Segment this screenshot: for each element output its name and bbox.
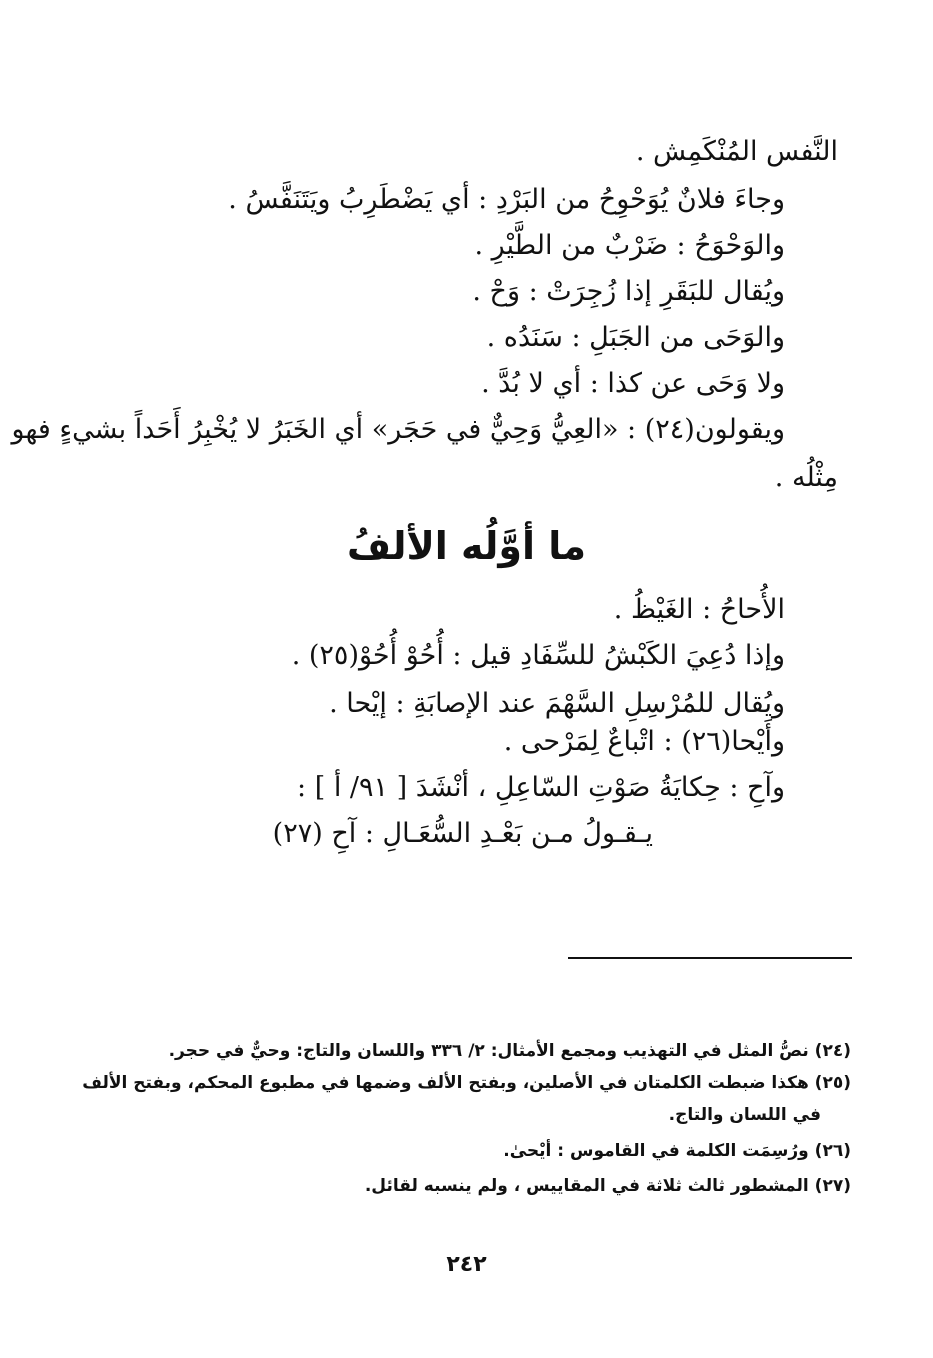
section-line: الأُحاحُ : الغَيْظُ . xyxy=(613,594,785,625)
body-line: وجاءَ فلانٌ يُوَحْوِحُ من البَرْدِ : أي يَضْطَرِبُ ويَتَنَفَّسُ . xyxy=(228,184,785,215)
footnote: (٢٦) ورُسِمَت الكلمة في القاموس : أيْحىٰ. xyxy=(503,1141,851,1161)
footnote-continuation: في اللسان والتاج. xyxy=(668,1105,821,1125)
body-line: مِثْلُه . xyxy=(774,462,838,493)
footnote: (٢٤) نصُّ المثل في التهذيب ومجمع الأمثال: ٢/ ٣٣٦ واللسان والتاج: وحيٌّ في حجر. xyxy=(168,1041,851,1061)
page-number: ٢٤٢ xyxy=(446,1252,487,1277)
body-line: والوَحَى من الجَبَلِ : سَنَدُه . xyxy=(486,322,785,353)
section-heading: ما أوَّلُه الألفُ xyxy=(346,524,587,568)
body-line: والوَحْوَحُ : ضَرْبٌ من الطَّيْرِ . xyxy=(474,230,785,261)
body-line: ويقولون(٢٤) : «العِيُّ وَحِيٌّ في حَجَر» أي الخَبَرُ لا يُخْبِرُ أَحَداً بشيءٍ فهو xyxy=(11,414,785,445)
body-line: النَّفس المُنْكَمِش . xyxy=(635,136,838,167)
section-line: ويُقال للمُرْسِلِ السَّهْمَ عند الإصابَةِ : إيْحا . xyxy=(329,688,785,719)
section-line: وإذا دُعِيَ الكَبْشُ للسِّفَادِ قيل : أُحُوْ أُحُوْ(٢٥) . xyxy=(291,640,785,671)
body-line: ويُقال للبَقَرِ إذا زُجِرَتْ : وَحْ . xyxy=(472,276,785,307)
footnote: (٢٧) المشطور ثالث ثلاثة في المقاييس ، ولم ينسبه لقائل. xyxy=(364,1176,851,1196)
section-line: وأَيْحا(٢٦) : اتْباعٌ لِمَرْحى . xyxy=(503,726,785,757)
section-line: وآحِ : حِكايَةُ صَوْتِ السّاعِلِ ، أنْشَدَ [ ٩١/ أ ] : xyxy=(297,772,785,803)
footnote-divider xyxy=(568,957,852,959)
body-line: ولا وَحَى عن كذا : أي لا بُدَّ . xyxy=(481,368,785,399)
verse-line: يـقـولُ مـن بَعْـدِ السُّعَـالِ : آحِ (٢٧) xyxy=(272,818,653,849)
footnote: (٢٥) هكذا ضبطت الكلمتان في الأصلين، وبفتح الألف وضمها في مطبوع المحكم، وبفتح الألف xyxy=(82,1073,851,1093)
